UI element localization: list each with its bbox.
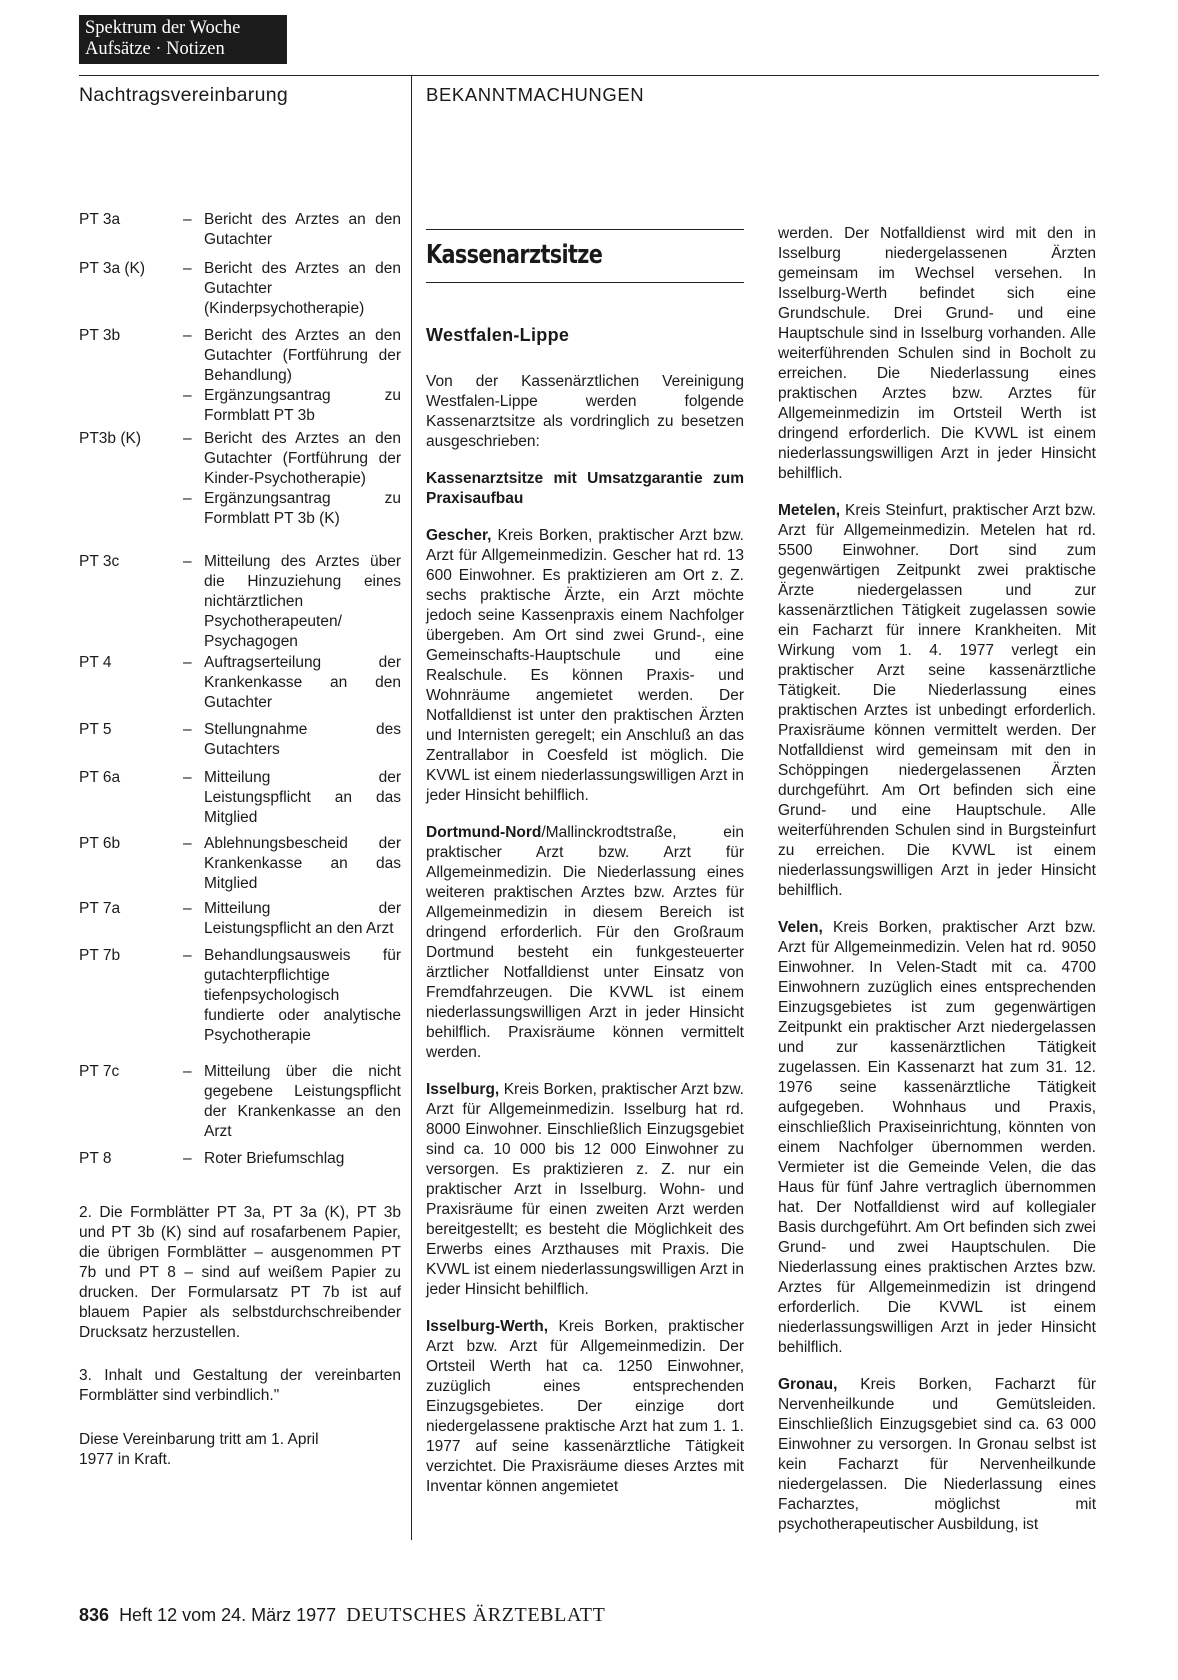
pt-code: PT 7a: [79, 900, 121, 917]
pt-code: PT 7c: [79, 1063, 120, 1080]
listing-place: Isselburg-Werth,: [426, 1318, 549, 1335]
listing-place: Gescher,: [426, 527, 492, 544]
listing-entry: [778, 1375, 1096, 1535]
pt-description: – Bericht des Arztes an den Gutachter (Kinderpsychotherapie): [183, 259, 401, 319]
issue-info: Heft 12 vom 24. März 1977: [119, 1605, 337, 1625]
pt-description: – Behandlungsausweis für gutachterpflichtige tiefenpsychologisch fundierte oder analytische Psychotherapie: [183, 946, 401, 1046]
pt-code: PT 7b: [79, 947, 121, 964]
badge-line-1: Spektrum der Woche: [85, 18, 241, 38]
pt-description: – Ablehnungsbescheid der Krankenkasse an das Mitglied: [183, 834, 401, 894]
page-footer: [79, 1604, 605, 1627]
article-intro: Von der Kassenärztlichen Vereinigung Westfalen-Lippe werden folgende Kassenarztsitze als vordringlich zu besetzen ausgeschrieben:: [426, 373, 744, 450]
listing-entry: [426, 1317, 744, 1497]
listing-text: Kreis Steinfurt, praktischer Arzt bzw. Arzt für Allgemeinmedizin. Metelen hat rd. 5500 Einwohner. Dort sind zum gegenwärtigen Zeitpunkt zwei praktische Ärzte niedergelassen und zur kassenärztlichen Tätigkeit zugelassen sowie ein Facharzt für innere Krankheiten. Mit Wirkung vom 1. 4. 1977 verlegt ein praktischer Arzt seine kassenärztliche Tätigkeit. Die Niederlassung eines praktischen Arztes ist unbedingt erforderlich. Praxisräume können vermittelt werden. Der Notfalldienst wird gemeinsam mit den in Schöppingen niedergelassenen Ärzten durchgeführt. Am Ort befinden sich eine Grund- und eine Hauptschule. Alle weiterführenden Schulen sind in Burgsteinfurt zu erreichen. Die KVWL ist einem niederlassungswilligen Arzt in jeder Hinsicht behilflich.: [778, 502, 1096, 899]
pt-code: PT 6a: [79, 769, 121, 786]
section-title-right: BEKANNTMACHUNGEN: [426, 84, 645, 105]
listing-text: Kreis Borken, Facharzt für Nervenheilkunde und Gemütsleiden. Einschließlich Einzugsgebiet sind ca. 63 000 Einwohner zu versorgen. In Gronau selbst ist kein Facharzt für Nervenheilkunde niedergelassen. Die Niederlassung eines Facharztes, möglichst mit psychotherapeutischer Ausbildung, ist: [778, 1376, 1096, 1533]
listing-text: Kreis Borken, praktischer Arzt bzw. Arzt für Allgemeinmedizin. Der Ortsteil Werth hat ca. 1250 Einwohner, zuzüglich eines entsprechenden Einzugsgebietes. Der einzige dort niedergelassene praktische Arzt hat zum 1. 1. 1977 auf seine kassenärztliche Tätigkeit verzichtet. Die Praxisräume dieses Arztes mit Inventar können angemietet: [426, 1318, 744, 1495]
pt-description: – Bericht des Arztes an den Gutachter (Fortführung der Kinder-Psychotherapie): [183, 429, 401, 489]
listing-place: Metelen,: [778, 502, 841, 519]
pt-code: PT 6b: [79, 835, 121, 852]
listing-entry: [426, 1080, 744, 1300]
listing-text: /Mallinckrodtstraße, ein praktischer Arzt bzw. Arzt für Allgemeinmedizin. Die Niederlassung eines weiteren praktischen Arztes bzw. Arztes für Allgemeinmedizin in diesem Bereich ist dringend erforderlich. Für den Großraum Dortmund besteht ein funkgesteuerter ärztlicher Notfalldienst unter Einsatz von Fremdfahrzeugen. Die KVWL ist einem niederlassungswilligen Arzt in jeder Hinsicht behilflich. Praxisräume können vermittelt werden.: [426, 824, 744, 1061]
pt-description: – Roter Briefumschlag: [183, 1149, 401, 1169]
continuation-text: werden. Der Notfalldienst wird mit den in Isselburg niedergelassenen Ärzten gemeinsam im Wechsel versehen. In Isselburg-Werth befindet sich eine Grundschule. Drei Grund- und eine Hauptschule sind in Isselburg vorhanden. Alle weiterführenden Schulen sind in Bocholt zu erreichen. Die Niederlassung eines praktischen Arztes bzw. Arztes für Allgemeinmedizin im Ortsteil Werth ist dringend erforderlich. Die KVWL ist einem niederlassungswilligen Arzt in jeder Hinsicht behilflich.: [778, 225, 1096, 482]
badge-line-2: Aufsätze · Notizen: [85, 39, 225, 59]
top-rule: [79, 75, 1099, 76]
pt-description: – Stellungnahme des Gutachters: [183, 720, 401, 760]
pt-description: – Mitteilung der Leistungspflicht an das Mitglied: [183, 768, 401, 828]
magazine-name: DEUTSCHES ÄRZTEBLATT: [346, 1604, 606, 1626]
pt-code: PT 4: [79, 654, 112, 671]
listing-text: Kreis Borken, praktischer Arzt bzw. Arzt für Allgemeinmedizin. Velen hat rd. 9050 Einwohner. In Velen-Stadt mit ca. 4700 Einwohnern zuzüglich eines entsprechenden Einzugsgebietes ist zum gegenwärtigen Zeitpunkt ein praktischer Arzt niedergelassen und zur kassenärztlichen Tätigkeit zugelassen. Ein Kassenarzt hat zum 31. 12. 1976 seine kassenärztliche Tätigkeit aufgegeben. Wohnhaus und Praxis, einschließlich Praxiseinrichtung, könnten von einem Nachfolger übernommen werden. Vermieter ist die Gemeinde Velen, die das Haus für fünf Jahre vertraglich übernommen hat. Der Notfalldienst wird auf kollegialer Basis durchgeführt. Am Ort befinden sich zwei Grund- und zwei Hauptschulen. Die Niederlassung eines praktischen Arztes bzw. Arztes für Allgemeinmedizin ist dringend erforderlich. Die KVWL ist einem niederlassungswilligen Arzt in jeder Hinsicht behilflich.: [778, 919, 1096, 1356]
pt-code: PT3b (K): [79, 430, 142, 447]
pt-description: – Ergänzungsantrag zu Formblatt PT 3b (K): [183, 489, 401, 529]
article-column-middle: [426, 372, 744, 1514]
article-title: Kassenarztsitze: [426, 240, 603, 270]
pt-code: PT 3c: [79, 553, 120, 570]
listing-text: Kreis Borken, praktischer Arzt bzw. Arzt für Allgemeinmedizin. Gescher hat rd. 13 600 Einwohner. Es praktizieren am Ort z. Z. sechs praktische Ärzte, ein Arzt möchte jedoch seine Kassenpraxis einem Nachfolger übergeben. Am Ort sind zwei Grund-, eine Gemeinschafts-Hauptschule und eine Realschule. Es können Praxis- und Wohnräume angemietet werden. Der Notfalldienst ist unter den praktischen Ärzten und Internisten geregelt; ein Anschluß an das Zentrallabor in Coesfeld ist möglich. Die KVWL ist einem niederlassungswilligen Arzt in jeder Hinsicht behilflich.: [426, 527, 744, 804]
listing-entry: [426, 526, 744, 806]
listing-place: Dortmund-Nord: [426, 824, 542, 841]
pt-description: – Auftragserteilung der Krankenkasse an den Gutachter: [183, 653, 401, 713]
listing-place: Isselburg,: [426, 1081, 500, 1098]
listing-entry: [778, 918, 1096, 1358]
pt-description: – Ergänzungsantrag zu Formblatt PT 3b: [183, 386, 401, 426]
region-heading: Westfalen-Lippe: [426, 325, 570, 345]
pt-code: PT 8: [79, 1150, 112, 1167]
pt-code: PT 3a: [79, 211, 121, 228]
pt-description: – Mitteilung der Leistungspflicht an den Arzt: [183, 899, 401, 939]
title-rule-bottom: [426, 282, 744, 283]
sub-heading: Kassenarztsitze mit Umsatzgarantie zum Praxisaufbau: [426, 470, 744, 507]
listing-entry: [778, 501, 1096, 901]
section-badge: [79, 15, 287, 64]
listing-entry: [426, 823, 744, 1063]
section-title-left: Nachtragsvereinbarung: [79, 84, 289, 106]
pt-code: PT 3b: [79, 327, 121, 344]
paragraph-2: 2. Die Formblätter PT 3a, PT 3a (K), PT 3b und PT 3b (K) sind auf rosafarbenem Papier, die übrigen Formblätter – ausgenommen PT 7b und PT 8 – sind auf weißem Papier zu drucken. Der Formularsatz PT 7b ist auf blauem Papier als selbstdurchschreibender Drucksatz herzustellen.: [79, 1204, 401, 1341]
article-column-right: [778, 224, 1096, 1552]
column-divider: [411, 75, 412, 1540]
paragraph-3: 3. Inhalt und Gestaltung der vereinbarten Formblätter sind verbindlich.": [79, 1367, 401, 1404]
pt-description: – Mitteilung über die nicht gegebene Leistungspflicht der Krankenkasse an den Arzt: [183, 1062, 401, 1142]
pt-description: – Mitteilung des Arztes über die Hinzuziehung eines nichtärztlichen Psychotherapeuten/ Psychagogen: [183, 552, 401, 652]
pt-description: – Bericht des Arztes an den Gutachter: [183, 210, 401, 250]
listing-text: Kreis Borken, praktischer Arzt bzw. Arzt für Allgemeinmedizin. Isselburg hat rd. 8000 Einwohner. Einschließlich Einzugsgebiet sind ca. 10 000 bis 12 000 Einwohner zu versorgen. Es praktizieren z. Z. nur ein praktischer Arzt in Isselburg. Wohn- und Praxisräume für einen zweiten Arzt werden bereitgestellt; es besteht die Möglichkeit des Erwerbs eines Arzthauses mit Praxis. Die KVWL ist einem niederlassungswilligen Arzt in jeder Hinsicht behilflich.: [426, 1081, 744, 1298]
pt-description: – Bericht des Arztes an den Gutachter (Fortführung der Behandlung): [183, 326, 401, 386]
pt-code: PT 3a (K): [79, 260, 146, 277]
paragraph-closing: Diese Vereinbarung tritt am 1. April 1977 in Kraft.: [79, 1431, 319, 1468]
listing-place: Velen,: [778, 919, 823, 936]
page-number: 836: [79, 1605, 110, 1625]
listing-place: Gronau,: [778, 1376, 838, 1393]
pt-code: PT 5: [79, 721, 112, 738]
title-rule-top: [426, 229, 744, 230]
